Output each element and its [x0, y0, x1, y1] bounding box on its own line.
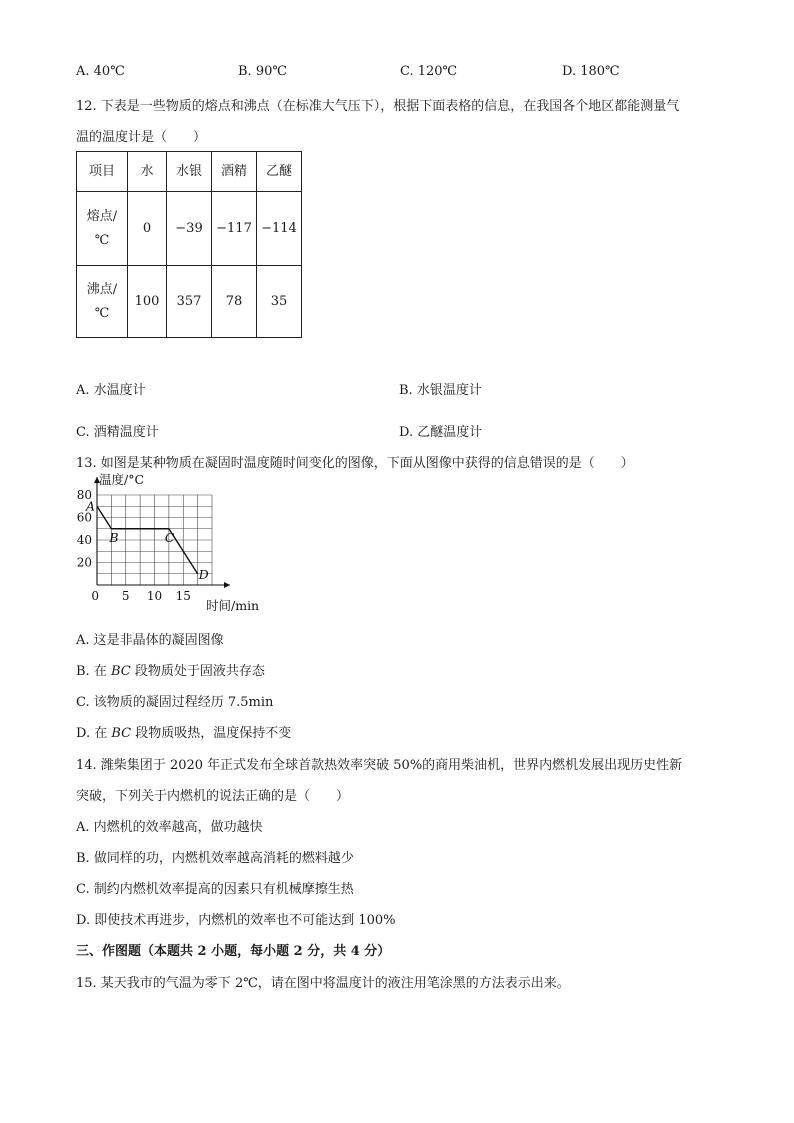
- table-cell: 35: [257, 266, 302, 338]
- table-header-row: [77, 152, 302, 192]
- table-row: [77, 266, 302, 338]
- x-axis-arrow: [224, 582, 230, 588]
- q11-option-d: D. 180℃: [562, 64, 620, 79]
- q13-option-d-post: 段物质吸热，温度保持不变: [131, 726, 292, 741]
- q11-option-a: A. 40℃: [76, 64, 125, 79]
- table-cell: −39: [167, 192, 212, 266]
- x-tick-label: 0: [91, 589, 99, 603]
- q12-option-b: B. 水银温度计: [399, 383, 482, 398]
- q13-option-a: [76, 629, 224, 648]
- x-axis-title: 时间/min: [206, 598, 260, 613]
- q13-option-b-pre: B. 在: [76, 664, 111, 679]
- q13-option-a-text: A. 这是非晶体的凝固图像: [76, 633, 224, 648]
- table-row: [77, 192, 302, 266]
- q13-option-d: [76, 722, 291, 741]
- y-tick-label: 60: [76, 510, 92, 525]
- q12-option-d: D. 乙醚温度计: [399, 425, 483, 440]
- y-axis-title: 温度/°C: [99, 472, 145, 487]
- q12-option-c: C. 酒精温度计: [76, 425, 159, 440]
- q13-option-c: [76, 691, 273, 710]
- q13-stem: 13. 如图是某种物质在凝固时温度随时间变化的图像，下面从图像中获得的信息错误的是（ ）: [76, 456, 634, 471]
- q14-option-a: A. 内燃机的效率越高，做功越快: [76, 820, 263, 835]
- row-label: [77, 266, 128, 338]
- q13-option-d-pre: D. 在: [76, 726, 112, 741]
- y-tick-label: 80: [76, 488, 92, 502]
- q13-option-b-post: 段物质处于固液共存态: [130, 664, 265, 679]
- point-label-b: B: [109, 529, 119, 545]
- table-cell: 357: [167, 266, 212, 338]
- q13-option-b-segment: BC: [110, 664, 131, 679]
- point-label-d: D: [198, 566, 209, 582]
- q14-stem-line2: 突破，下列关于内燃机的说法正确的是（ ）: [76, 789, 350, 804]
- row-label-top: 沸点/: [86, 281, 118, 297]
- table-cell: 0: [128, 192, 167, 266]
- q13-option-b: [76, 660, 265, 679]
- section-3-title: 三、作图题（本题共 2 小题，每小题 2 分，共 4 分）: [76, 944, 391, 959]
- point-label-c: C: [164, 529, 175, 545]
- table-header-cell: 酒精: [212, 152, 257, 192]
- q12-stem-line2: 温的温度计是（ ）: [76, 130, 207, 145]
- x-tick-label: 10: [146, 589, 163, 603]
- table-header-cell: 项目: [77, 152, 128, 192]
- q11-option-c: C. 120℃: [400, 64, 458, 79]
- melting-boiling-table: [76, 151, 302, 338]
- table-cell: 100: [128, 266, 167, 338]
- table-header-cell: 乙醚: [257, 152, 302, 192]
- q14-option-b: B. 做同样的功，内燃机效率越高消耗的燃料越少: [76, 851, 354, 866]
- q14-stem-line1: 14. 潍柴集团于 2020 年正式发布全球首款热效率突破 50%的商用柴油机，世界内燃机发展出现历史性新: [76, 758, 683, 773]
- cooling-curve-chart: [70, 472, 260, 618]
- q14-option-c: C. 制约内燃机效率提高的因素只有机械摩擦生热: [76, 882, 354, 897]
- y-tick-label: 40: [76, 533, 92, 547]
- table-cell: −114: [257, 192, 302, 266]
- row-label-bottom: ℃: [94, 232, 110, 248]
- table-header-cell: 水: [128, 152, 167, 192]
- table-cell: 78: [212, 266, 257, 338]
- chart-labels: [77, 472, 259, 613]
- x-tick-label: 5: [121, 589, 130, 603]
- table-header-cell: 水银: [167, 152, 212, 192]
- q12-option-a: A. 水温度计: [76, 383, 146, 398]
- q13-option-d-segment: BC: [111, 726, 132, 741]
- q12-stem-line1: 12. 下表是一些物质的熔点和沸点（在标准大气压下），根据下面表格的信息，在我国各个地区都能测量气: [76, 99, 680, 114]
- q13-option-c-text: C. 该物质的凝固过程经历 7.5min: [76, 695, 274, 710]
- table-cell: −117: [212, 192, 257, 266]
- q11-option-b: B. 90℃: [238, 64, 287, 79]
- y-tick-label: 20: [76, 555, 92, 570]
- x-tick-label: 15: [175, 589, 191, 603]
- row-label: [77, 192, 128, 266]
- q14-option-d: D. 即使技术再进步，内燃机的效率也不可能达到 100%: [76, 913, 396, 928]
- row-label-bottom: ℃: [94, 305, 110, 321]
- q15-stem: 15. 某天我市的气温为零下 2℃，请在图中将温度计的液注用笔涂黑的方法表示出来。: [76, 976, 570, 991]
- point-label-a: A: [86, 498, 96, 514]
- row-label-top: 熔点/: [86, 208, 118, 224]
